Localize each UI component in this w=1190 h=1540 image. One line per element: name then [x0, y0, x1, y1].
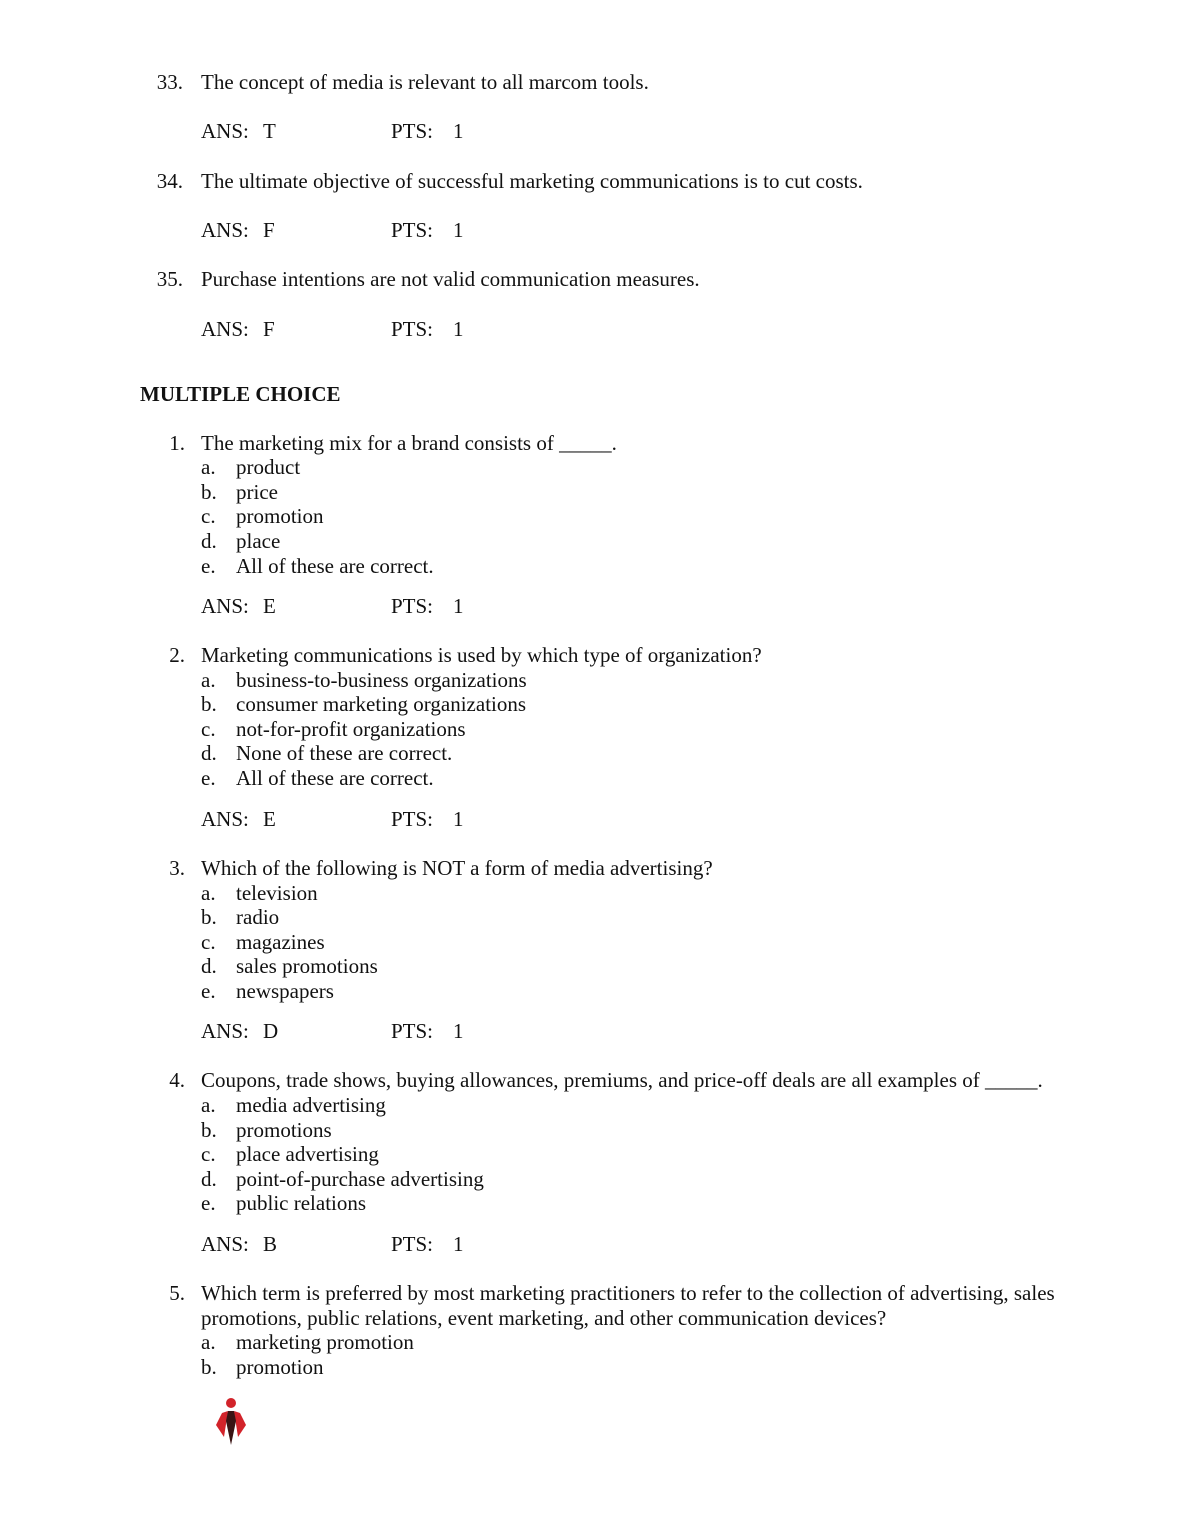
- option-letter: c.: [201, 930, 216, 954]
- option-letter: e.: [201, 1191, 216, 1215]
- ans-value: B: [263, 1232, 278, 1256]
- ans-label: ANS:: [201, 807, 249, 831]
- pts-value: 1: [453, 317, 464, 341]
- option-text: promotion: [236, 1355, 324, 1379]
- option-letter: b.: [201, 1355, 217, 1379]
- ans-value: E: [263, 807, 276, 831]
- pts-label: PTS:: [391, 807, 434, 831]
- option-letter: e.: [201, 766, 216, 790]
- option-letter: e.: [201, 979, 216, 1003]
- option-letter: b.: [201, 692, 217, 716]
- option-text: None of these are correct.: [236, 741, 453, 765]
- question-number: 3.: [169, 856, 185, 880]
- pts-label: PTS:: [391, 317, 434, 341]
- option-text: sales promotions: [236, 954, 378, 978]
- option-text: marketing promotion: [236, 1330, 414, 1354]
- option-letter: c.: [201, 717, 216, 741]
- question-number: 33.: [156, 70, 183, 94]
- option-text: promotions: [236, 1118, 332, 1142]
- question-number: 4.: [169, 1068, 185, 1092]
- ans-value: F: [263, 317, 275, 341]
- pts-label: PTS:: [391, 594, 434, 618]
- question-text: Marketing communications is used by which type of organization?: [201, 643, 762, 667]
- pts-value: 1: [453, 119, 464, 143]
- option-text: public relations: [236, 1191, 367, 1215]
- option-text: newspapers: [236, 979, 334, 1003]
- pts-value: 1: [453, 1232, 464, 1256]
- option-text: place: [236, 529, 281, 553]
- question-number: 2.: [169, 643, 185, 667]
- ans-label: ANS:: [201, 119, 249, 143]
- option-letter: e.: [201, 554, 216, 578]
- question-number: 5.: [169, 1281, 185, 1305]
- option-text: business-to-business organizations: [236, 668, 527, 692]
- question-number: 34.: [156, 169, 183, 193]
- option-letter: d.: [201, 1167, 217, 1191]
- option-text: price: [236, 480, 278, 504]
- pts-label: PTS:: [391, 119, 434, 143]
- option-text: point-of-purchase advertising: [236, 1167, 484, 1191]
- pts-value: 1: [453, 218, 464, 242]
- option-text: magazines: [236, 930, 325, 954]
- ans-label: ANS:: [201, 218, 249, 242]
- question-text: Purchase intentions are not valid communication measures.: [201, 267, 700, 291]
- question-number: 35.: [156, 267, 183, 291]
- ans-label: ANS:: [201, 594, 249, 618]
- ans-value: D: [263, 1019, 279, 1043]
- pts-label: PTS:: [391, 1232, 434, 1256]
- ans-value: T: [263, 119, 276, 143]
- option-letter: b.: [201, 905, 217, 929]
- option-letter: c.: [201, 504, 216, 528]
- option-letter: a.: [201, 668, 216, 692]
- pts-value: 1: [453, 1019, 464, 1043]
- question-text: The ultimate objective of successful marketing communications is to cut costs.: [201, 169, 863, 193]
- option-text: All of these are correct.: [236, 554, 434, 578]
- question-number: 1.: [169, 431, 185, 455]
- option-letter: a.: [201, 1330, 216, 1354]
- ans-label: ANS:: [201, 317, 249, 341]
- option-text: place advertising: [236, 1142, 379, 1166]
- option-letter: a.: [201, 881, 216, 905]
- option-text: radio: [236, 905, 280, 929]
- question-text: The marketing mix for a brand consists of _____.: [201, 431, 617, 455]
- question-text: Which term is preferred by most marketing practitioners to refer to the collection of advertising, sales promotions, public relations, event marketing, and other communication devices?: [201, 1281, 1055, 1330]
- ans-label: ANS:: [201, 1232, 249, 1256]
- pts-value: 1: [453, 807, 464, 831]
- pts-value: 1: [453, 594, 464, 618]
- pts-label: PTS:: [391, 1019, 434, 1043]
- ans-value: F: [263, 218, 275, 242]
- question-text: Coupons, trade shows, buying allowances, premiums, and price-off deals are all examples of _____.: [201, 1068, 1043, 1092]
- pts-label: PTS:: [391, 218, 434, 242]
- ans-value: E: [263, 594, 276, 618]
- option-letter: d.: [201, 529, 217, 553]
- option-text: promotion: [236, 504, 324, 528]
- ans-label: ANS:: [201, 1019, 249, 1043]
- question-text: The concept of media is relevant to all marcom tools.: [201, 70, 649, 94]
- section-heading: MULTIPLE CHOICE: [140, 382, 341, 406]
- option-text: not-for-profit organizations: [236, 717, 466, 741]
- question-text: Which of the following is NOT a form of media advertising?: [201, 856, 713, 880]
- option-letter: d.: [201, 741, 217, 765]
- option-letter: a.: [201, 1093, 216, 1117]
- option-text: media advertising: [236, 1093, 386, 1117]
- option-letter: c.: [201, 1142, 216, 1166]
- option-letter: b.: [201, 1118, 217, 1142]
- option-text: consumer marketing organizations: [236, 692, 527, 716]
- option-letter: b.: [201, 480, 217, 504]
- option-text: television: [236, 881, 318, 905]
- tie-person-logo-icon: [214, 1397, 248, 1449]
- option-letter: a.: [201, 455, 216, 479]
- option-text: product: [236, 455, 301, 479]
- option-text: All of these are correct.: [236, 766, 434, 790]
- option-letter: d.: [201, 954, 217, 978]
